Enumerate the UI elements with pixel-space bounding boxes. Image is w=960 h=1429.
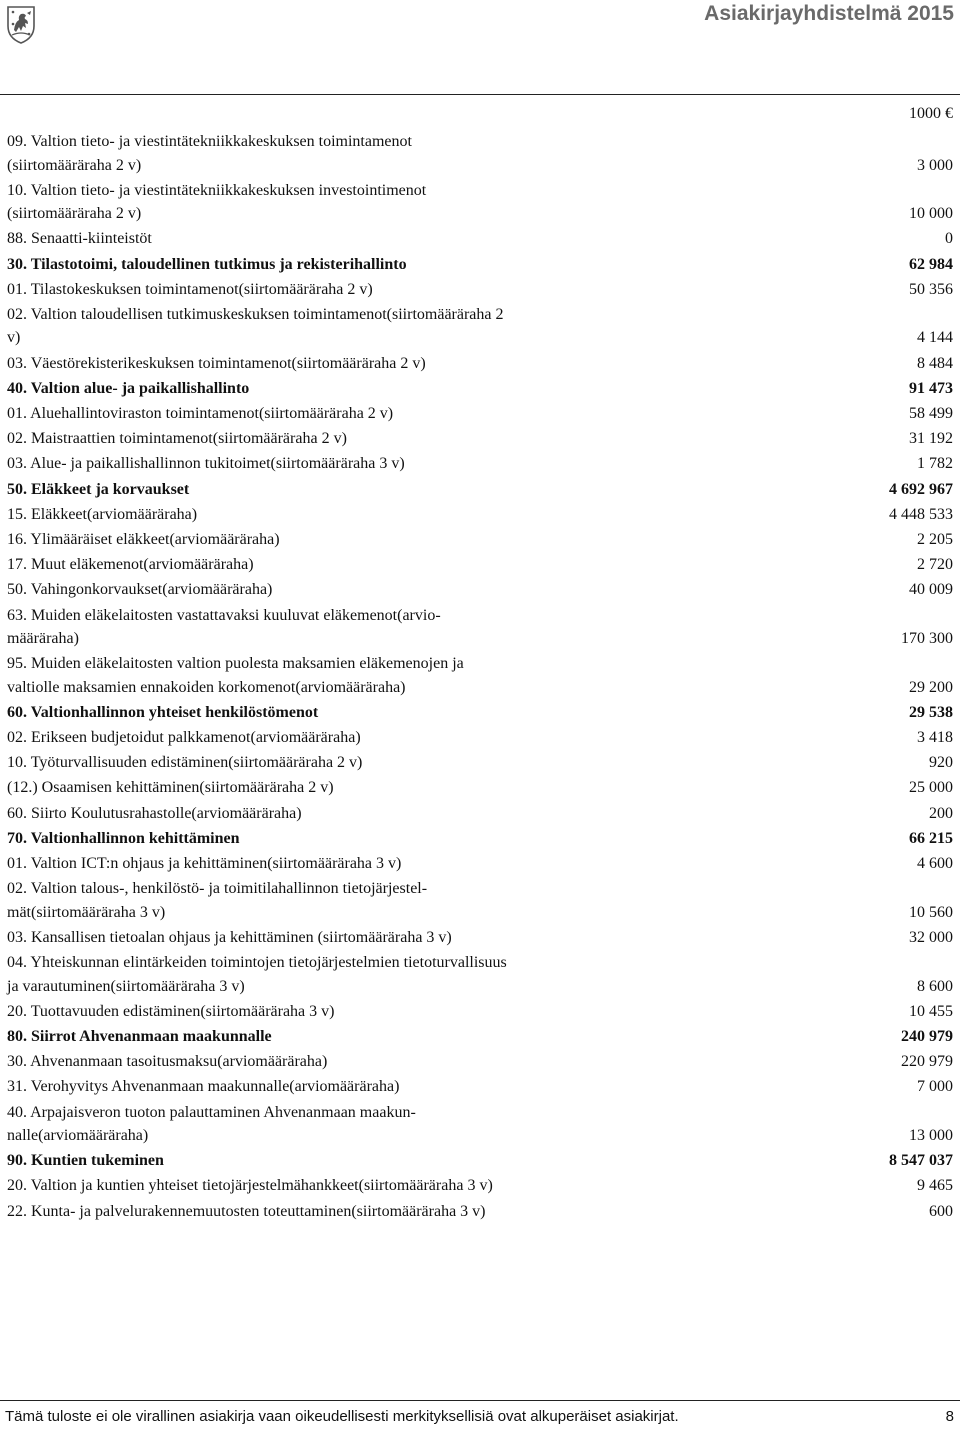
item-label: 63. Muiden eläkelaitosten vastattavaksi kuuluvat eläkemenot(arviomääräraha) — [7, 606, 441, 647]
footer — [5, 1407, 954, 1427]
budget-item-row — [7, 130, 953, 179]
item-amount: 4 448 533 — [889, 505, 953, 523]
item-label: 20. Tuottavuuden edistäminen(siirtomääräraha 3 v) — [7, 1002, 335, 1020]
item-label: 10. Työturvallisuuden edistäminen(siirtomääräraha 2 v) — [7, 754, 363, 772]
budget-item-row — [7, 1000, 953, 1025]
budget-item-row — [7, 1050, 953, 1075]
budget-item-row — [7, 402, 953, 427]
item-amount: 31 192 — [909, 430, 953, 448]
footer-disclaimer: Tämä tuloste ei ole virallinen asiakirja vaan oikeudellisesti merkityksellisiä ovat alkuperäiset asiakirjat. — [5, 1408, 679, 1425]
item-label: 16. Ylimääräiset eläkkeet(arviomääräraha) — [7, 530, 280, 548]
main-title-row — [7, 701, 953, 726]
main-title-row — [7, 478, 953, 503]
item-label: 30. Tilastotoimi, taloudellinen tutkimus ja rekisterihallinto — [7, 255, 407, 273]
budget-item-row — [7, 1174, 953, 1199]
item-label: 03. Väestörekisterikeskuksen toimintamenot(siirtomääräraha 2 v) — [7, 354, 426, 372]
item-label: 80. Siirrot Ahvenanmaan maakunnalle — [7, 1027, 272, 1045]
budget-item-row — [7, 503, 953, 528]
budget-item-row — [7, 751, 953, 776]
item-amount: 2 720 — [917, 556, 953, 574]
item-amount: 10 455 — [909, 1002, 953, 1020]
item-label: 50. Eläkkeet ja korvaukset — [7, 480, 190, 498]
item-label: 02. Valtion taloudellisen tutkimuskeskuksen toimintamenot(siirtomääräraha 2 v) — [7, 305, 504, 347]
budget-item-row — [7, 726, 953, 751]
item-amount: 66 215 — [909, 829, 953, 847]
item-amount: 29 538 — [909, 703, 953, 721]
budget-item-row — [7, 852, 953, 877]
item-amount: 600 — [929, 1202, 953, 1220]
budget-item-row — [7, 1101, 953, 1150]
item-amount: 240 979 — [901, 1027, 953, 1045]
budget-item-row — [7, 926, 953, 951]
item-amount: 13 000 — [909, 1127, 953, 1144]
budget-item-row — [7, 776, 953, 801]
budget-item-row — [7, 1075, 953, 1100]
document-title: Asiakirjayhdistelmä 2015 — [704, 2, 954, 25]
header-divider — [0, 94, 960, 95]
item-amount: 4 144 — [917, 329, 953, 347]
main-title-row — [7, 1025, 953, 1050]
item-label: 01. Valtion ICT:n ohjaus ja kehittäminen(siirtomääräraha 3 v) — [7, 855, 402, 872]
item-label: 17. Muut eläkemenot(arviomääräraha) — [7, 556, 254, 574]
item-label: 30. Ahvenanmaan tasoitusmaksu(arviomääräraha) — [7, 1053, 328, 1071]
item-amount: 3 418 — [917, 729, 953, 747]
page-number: 8 — [945, 1408, 954, 1425]
item-amount: 8 600 — [917, 977, 953, 995]
item-label: 60. Siirto Koulutusrahastolle(arviomääräraha) — [7, 804, 302, 822]
item-amount: 3 000 — [917, 156, 953, 174]
main-title-row — [7, 253, 953, 278]
item-amount: 50 356 — [909, 280, 953, 298]
budget-item-row — [7, 278, 953, 303]
item-label: 02. Maistraattien toimintamenot(siirtomääräraha 2 v) — [7, 430, 347, 448]
budget-item-row — [7, 427, 953, 452]
item-label: 60. Valtionhallinnon yhteiset henkilöstömenot — [7, 703, 319, 721]
item-label: 95. Muiden eläkelaitosten valtion puolesta maksamien eläkemenojen ja valtiolle maksamien ennakoiden korkomenot(arviomääräraha) — [7, 655, 464, 696]
item-amount: 10 000 — [909, 205, 953, 223]
item-amount: 0 — [945, 230, 953, 248]
item-amount: 58 499 — [909, 405, 953, 422]
item-amount: 9 465 — [917, 1177, 953, 1195]
budget-item-row — [7, 352, 953, 377]
item-amount: 1 782 — [917, 455, 953, 473]
unit-label: 1000 € — [909, 105, 953, 122]
item-label: 22. Kunta- ja palvelurakennemuutosten toteuttaminen(siirtomääräraha 3 v) — [7, 1202, 486, 1220]
budget-item-row — [7, 877, 953, 926]
budget-item-row — [7, 578, 953, 603]
item-amount: 62 984 — [909, 255, 953, 273]
item-amount: 8 547 037 — [889, 1152, 953, 1170]
item-label: 02. Valtion talous-, henkilöstö- ja toimitilahallinnon tietojärjestelmät(siirtomääräraha 3 v) — [7, 880, 428, 921]
budget-table — [7, 130, 953, 1225]
item-label: 40. Valtion alue- ja paikallishallinto — [7, 379, 250, 397]
item-amount: 2 205 — [917, 530, 953, 548]
item-label: 50. Vahingonkorvaukset(arviomääräraha) — [7, 581, 273, 599]
item-label: 90. Kuntien tukeminen — [7, 1152, 164, 1170]
item-label: 31. Verohyvitys Ahvenanmaan maakunnalle(arviomääräraha) — [7, 1078, 400, 1096]
item-amount: 7 000 — [917, 1078, 953, 1096]
item-amount: 29 200 — [909, 678, 953, 696]
item-label: 01. Aluehallintoviraston toimintamenot(siirtomääräraha 2 v) — [7, 405, 394, 422]
budget-item-row — [7, 951, 953, 1000]
budget-item-row — [7, 452, 953, 477]
budget-item-row — [7, 179, 953, 228]
item-label: 09. Valtion tieto- ja viestintätekniikkakeskuksen toimintamenot (siirtomääräraha 2 v) — [7, 133, 412, 174]
item-amount: 40 009 — [909, 581, 953, 599]
item-label: 88. Senaatti-kiinteistöt — [7, 230, 152, 248]
item-label: 03. Kansallisen tietoalan ohjaus ja kehittäminen (siirtomääräraha 3 v) — [7, 928, 452, 946]
item-amount: 4 692 967 — [889, 480, 953, 498]
coat-of-arms-logo — [6, 4, 36, 44]
item-amount: 170 300 — [901, 630, 953, 647]
budget-item-row — [7, 1200, 953, 1225]
budget-item-row — [7, 604, 953, 653]
item-amount: 91 473 — [909, 379, 953, 397]
item-amount: 200 — [929, 804, 953, 822]
footer-divider — [0, 1400, 960, 1401]
budget-item-row — [7, 802, 953, 827]
item-label: 40. Arpajaisveron tuoton palauttaminen Ahvenanmaan maakunnalle(arviomääräraha) — [7, 1103, 416, 1144]
item-amount: 220 979 — [901, 1053, 953, 1071]
budget-item-row — [7, 528, 953, 553]
budget-item-row — [7, 227, 953, 252]
item-label: 15. Eläkkeet(arviomääräraha) — [7, 505, 198, 523]
item-label: 03. Alue- ja paikallishallinnon tukitoimet(siirtomääräraha 3 v) — [7, 455, 405, 473]
item-amount: 4 600 — [917, 855, 953, 872]
item-label: (12.) Osaamisen kehittäminen(siirtomääräraha 2 v) — [7, 779, 334, 797]
item-amount: 8 484 — [917, 354, 953, 372]
item-label: 04. Yhteiskunnan elintärkeiden toimintojen tietojärjestelmien tietoturvallisuus ja varautuminen(siirtomääräraha 3 v) — [7, 954, 507, 995]
item-amount: 10 560 — [909, 903, 953, 921]
budget-item-row — [7, 303, 953, 352]
item-label: 02. Erikseen budjetoidut palkkamenot(arviomääräraha) — [7, 729, 361, 747]
budget-item-row — [7, 553, 953, 578]
lion-crest-icon — [6, 4, 36, 44]
budget-item-row — [7, 652, 953, 701]
item-label: 20. Valtion ja kuntien yhteiset tietojärjestelmähankkeet(siirtomääräraha 3 v) — [7, 1177, 493, 1195]
main-title-row — [7, 377, 953, 402]
item-label: 10. Valtion tieto- ja viestintätekniikkakeskuksen investointimenot (siirtomääräraha 2 v) — [7, 181, 427, 223]
item-label: 70. Valtionhallinnon kehittäminen — [7, 829, 240, 847]
item-amount: 32 000 — [909, 928, 953, 946]
main-title-row — [7, 827, 953, 852]
item-amount: 25 000 — [909, 779, 953, 797]
item-label: 01. Tilastokeskuksen toimintamenot(siirtomääräraha 2 v) — [7, 280, 373, 298]
item-amount: 920 — [929, 754, 953, 772]
main-title-row — [7, 1149, 953, 1174]
